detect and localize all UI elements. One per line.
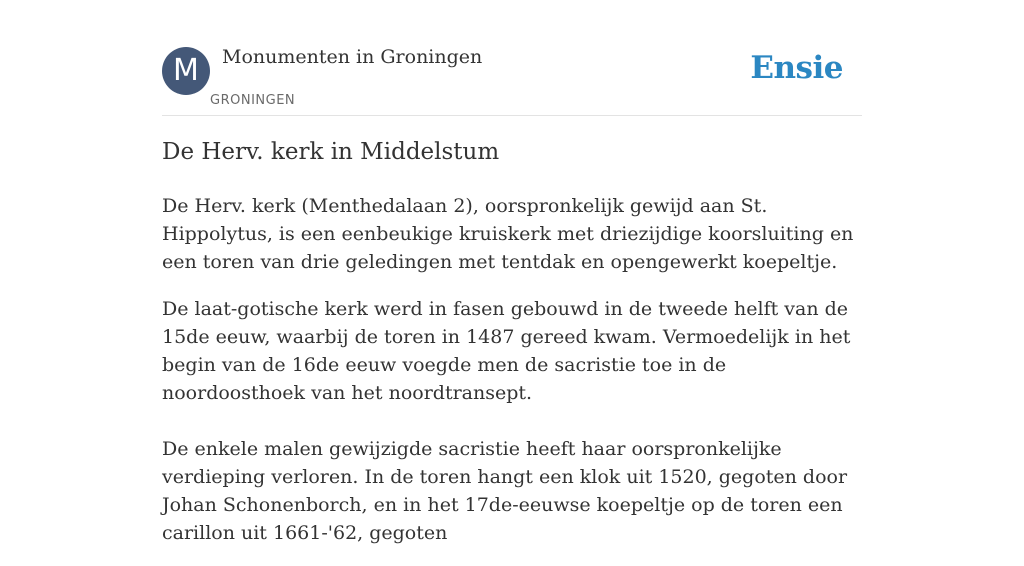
header-divider	[162, 115, 862, 116]
paragraph: De enkele malen gewijzigde sacristie heeft haar oorspronkelijke verdieping verloren. In de toren hangt een klok uit 1520, gegoten door Johan Schonenborch, en in het 17de-eeuwse koepeltje op de toren een carillon uit 1661-'62, gegoten	[162, 438, 848, 544]
paragraph: De laat-gotische kerk werd in fasen gebouwd in de tweede helft van de 15de eeuw, waarbij de toren in 1487 gereed kwam. Vermoedelijk in het begin van de 16de eeuw voegde men de sacristie toe in de noordoosthoek van het noordtransept.	[162, 298, 851, 404]
paragraph-spacer	[162, 426, 862, 435]
ensie-logo[interactable]: Ensie	[750, 50, 843, 86]
article-title: De Herv. kerk in Middelstum	[162, 139, 500, 165]
paragraph: De Herv. kerk (Menthedalaan 2), oorspronkelijk gewijd aan St. Hippolytus, is een eenbeukige kruiskerk met driezijdige koorsluiting en een toren van drie geledingen met tentdak en opengewerkt koepeltje.	[162, 195, 854, 273]
section-label[interactable]: GRONINGEN	[210, 93, 296, 108]
site-title-link[interactable]: Monumenten in Groningen	[222, 46, 483, 68]
avatar[interactable]: M	[162, 47, 210, 95]
article-body	[162, 192, 862, 566]
